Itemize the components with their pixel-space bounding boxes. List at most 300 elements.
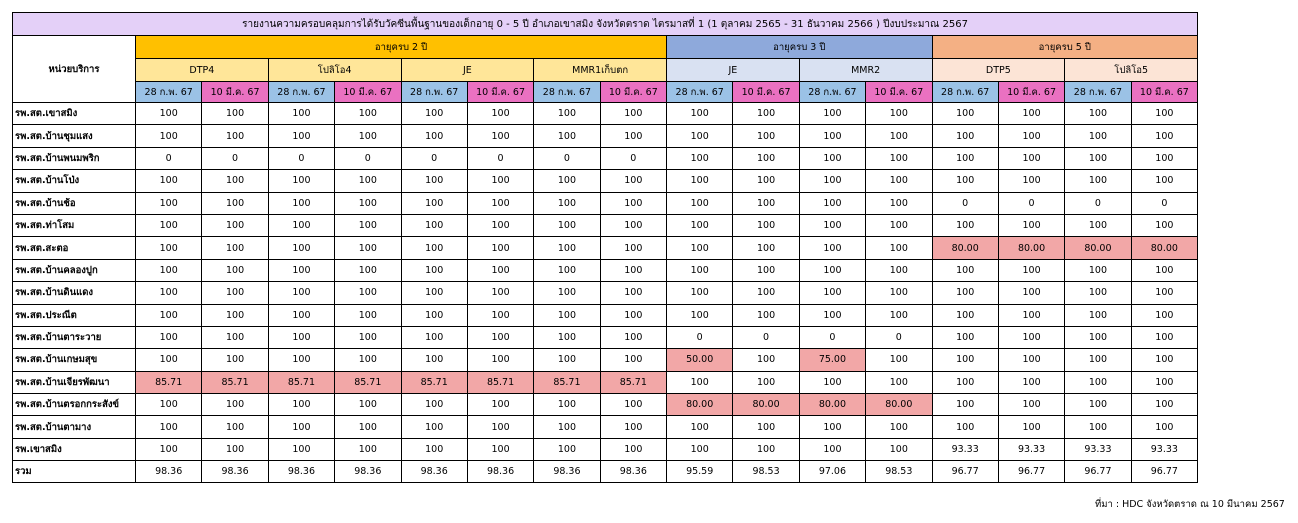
vaccine-polio4: โปลิโอ4 [268,59,401,82]
date-header-mar10: 10 มี.ค. 67 [733,82,799,103]
coverage-cell: 100 [467,259,533,281]
coverage-cell: 100 [932,326,998,348]
coverage-cell: 100 [136,259,202,281]
coverage-cell: 85.71 [268,371,334,393]
coverage-cell: 50.00 [667,349,733,371]
coverage-cell: 0 [467,147,533,169]
coverage-cell: 100 [1131,349,1197,371]
coverage-cell: 100 [866,147,932,169]
coverage-cell: 100 [1131,304,1197,326]
coverage-cell: 100 [401,438,467,460]
coverage-cell: 100 [335,282,401,304]
coverage-cell: 100 [401,237,467,259]
coverage-cell: 100 [1065,214,1131,236]
coverage-cell: 100 [866,282,932,304]
coverage-cell: 0 [1065,192,1131,214]
coverage-cell: 100 [534,326,600,348]
coverage-cell: 100 [534,192,600,214]
date-header-mar10: 10 มี.ค. 67 [467,82,533,103]
coverage-cell: 100 [335,394,401,416]
coverage-cell: 100 [1065,394,1131,416]
coverage-cell: 80.00 [866,394,932,416]
coverage-cell: 100 [335,214,401,236]
coverage-cell: 100 [1065,259,1131,281]
coverage-cell: 100 [401,259,467,281]
coverage-cell: 100 [1131,103,1197,125]
coverage-cell: 100 [667,192,733,214]
coverage-cell: 100 [1065,282,1131,304]
coverage-cell: 0 [335,147,401,169]
coverage-cell: 100 [998,394,1064,416]
coverage-cell: 100 [136,237,202,259]
total-cell: 96.77 [1065,461,1131,483]
coverage-cell: 100 [202,394,268,416]
coverage-cell: 100 [799,192,865,214]
coverage-cell: 100 [866,371,932,393]
coverage-cell: 0 [799,326,865,348]
coverage-cell: 85.71 [202,371,268,393]
coverage-cell: 100 [799,237,865,259]
coverage-cell: 100 [534,103,600,125]
coverage-cell: 0 [932,192,998,214]
coverage-cell: 100 [534,349,600,371]
coverage-cell: 100 [268,214,334,236]
coverage-cell: 100 [467,192,533,214]
coverage-cell: 100 [1065,170,1131,192]
table-row [13,394,1198,416]
coverage-cell: 80.00 [932,237,998,259]
coverage-cell: 100 [932,371,998,393]
report-title: รายงานความครอบคลุมการได้รับวัคซีนพื้นฐานของเด็กอายุ 0 - 5 ปี อำเภอเขาสมิง จังหวัดตราด ไตรมาสที่ 1 (1 ตุลาคม 2565 - 31 ธันวาคม 2566 ) ปีงบประมาณ 2567 [13,13,1198,36]
coverage-cell: 93.33 [1065,438,1131,460]
coverage-cell: 100 [932,349,998,371]
coverage-cell: 100 [136,282,202,304]
total-cell: 98.53 [866,461,932,483]
coverage-cell: 100 [998,214,1064,236]
table-row [13,326,1198,348]
table-row [13,147,1198,169]
coverage-cell: 0 [600,147,666,169]
coverage-cell: 100 [600,416,666,438]
coverage-cell: 100 [667,237,733,259]
coverage-cell: 100 [467,170,533,192]
total-cell: 96.77 [998,461,1064,483]
coverage-cell: 100 [600,170,666,192]
coverage-cell: 100 [136,170,202,192]
coverage-cell: 100 [202,349,268,371]
coverage-cell: 100 [799,214,865,236]
coverage-cell: 80.00 [1131,237,1197,259]
coverage-cell: 100 [600,349,666,371]
coverage-cell: 100 [733,259,799,281]
coverage-cell: 100 [799,304,865,326]
coverage-cell: 100 [733,371,799,393]
coverage-cell: 100 [667,438,733,460]
total-cell: 98.36 [401,461,467,483]
coverage-cell: 100 [401,394,467,416]
table-row [13,103,1198,125]
coverage-cell: 100 [136,394,202,416]
coverage-cell: 100 [667,103,733,125]
date-header-feb28: 28 ก.พ. 67 [268,82,334,103]
coverage-cell: 100 [733,237,799,259]
total-cell: 97.06 [799,461,865,483]
coverage-cell: 100 [534,259,600,281]
coverage-cell: 100 [733,214,799,236]
vaccine-mmr1: MMR1เก็บตก [534,59,667,82]
coverage-cell: 100 [733,349,799,371]
date-header-mar10: 10 มี.ค. 67 [202,82,268,103]
coverage-cell: 100 [335,438,401,460]
coverage-cell: 100 [998,349,1064,371]
vaccine-je-3y: JE [667,59,800,82]
unit-name: รพ.สต.บ้านชุมแสง [13,125,136,147]
source-note: ที่มา : HDC จังหวัดตราด ณ 10 มีนาคม 2567 [1095,499,1285,510]
total-cell: 98.36 [335,461,401,483]
coverage-cell: 100 [335,103,401,125]
total-cell: 98.36 [202,461,268,483]
coverage-cell: 100 [1131,214,1197,236]
coverage-cell: 100 [335,304,401,326]
coverage-cell: 100 [667,416,733,438]
coverage-cell: 100 [1131,282,1197,304]
coverage-cell: 100 [136,326,202,348]
coverage-cell: 80.00 [799,394,865,416]
coverage-cell: 100 [600,214,666,236]
coverage-cell: 100 [136,103,202,125]
unit-name: รพ.เขาสมิง [13,438,136,460]
coverage-cell: 100 [534,214,600,236]
coverage-cell: 100 [799,282,865,304]
date-header-feb28: 28 ก.พ. 67 [136,82,202,103]
coverage-cell: 100 [335,170,401,192]
coverage-cell: 100 [401,282,467,304]
coverage-cell: 100 [467,416,533,438]
vaccine-dtp5: DTP5 [932,59,1065,82]
coverage-cell: 100 [1065,371,1131,393]
coverage-cell: 100 [733,282,799,304]
coverage-cell: 100 [534,282,600,304]
coverage-cell: 100 [667,125,733,147]
coverage-cell: 100 [534,438,600,460]
coverage-cell: 100 [932,170,998,192]
coverage-cell: 100 [268,394,334,416]
total-cell: 96.77 [932,461,998,483]
coverage-cell: 100 [799,259,865,281]
coverage-cell: 100 [136,214,202,236]
coverage-cell: 100 [401,192,467,214]
coverage-cell: 100 [335,259,401,281]
coverage-cell: 100 [335,416,401,438]
coverage-cell: 100 [733,416,799,438]
table-row [13,438,1198,460]
coverage-cell: 100 [401,125,467,147]
coverage-cell: 100 [136,438,202,460]
table-row [13,282,1198,304]
date-header-mar10: 10 มี.ค. 67 [335,82,401,103]
coverage-cell: 100 [202,237,268,259]
coverage-cell: 80.00 [733,394,799,416]
coverage-cell: 100 [600,394,666,416]
age-group-3y: อายุครบ 3 ปี [667,36,933,59]
coverage-cell: 85.71 [467,371,533,393]
coverage-cell: 100 [268,259,334,281]
coverage-cell: 100 [998,259,1064,281]
unit-name: รพ.สต.บ้านช้อ [13,192,136,214]
coverage-cell: 100 [401,304,467,326]
coverage-cell: 100 [998,326,1064,348]
coverage-cell: 100 [534,125,600,147]
coverage-cell: 100 [932,103,998,125]
date-header-mar10: 10 มี.ค. 67 [600,82,666,103]
coverage-cell: 100 [998,371,1064,393]
coverage-cell: 85.71 [136,371,202,393]
total-cell: 98.36 [467,461,533,483]
coverage-cell: 100 [467,304,533,326]
coverage-cell: 100 [932,147,998,169]
coverage-cell: 93.33 [1131,438,1197,460]
date-header-feb28: 28 ก.พ. 67 [932,82,998,103]
coverage-cell: 100 [268,438,334,460]
coverage-cell: 80.00 [667,394,733,416]
unit-name: รพ.สต.บ้านตรอกกระสังข์ [13,394,136,416]
coverage-cell: 100 [667,304,733,326]
coverage-cell: 100 [1065,103,1131,125]
coverage-cell: 100 [335,192,401,214]
coverage-cell: 0 [401,147,467,169]
coverage-cell: 100 [667,170,733,192]
coverage-cell: 100 [1065,147,1131,169]
date-header-feb28: 28 ก.พ. 67 [1065,82,1131,103]
coverage-cell: 0 [534,147,600,169]
unit-name: รพ.สต.บ้านตามาง [13,416,136,438]
coverage-cell: 0 [136,147,202,169]
date-header-mar10: 10 มี.ค. 67 [866,82,932,103]
coverage-cell: 100 [1131,170,1197,192]
coverage-cell: 100 [202,192,268,214]
coverage-cell: 100 [733,170,799,192]
coverage-cell: 100 [799,438,865,460]
coverage-cell: 100 [335,125,401,147]
coverage-cell: 80.00 [998,237,1064,259]
table-row [13,371,1198,393]
coverage-cell: 100 [202,214,268,236]
coverage-cell: 100 [667,282,733,304]
coverage-cell: 100 [202,259,268,281]
coverage-cell: 100 [401,326,467,348]
total-cell: 96.77 [1131,461,1197,483]
coverage-cell: 100 [932,394,998,416]
coverage-cell: 100 [534,394,600,416]
coverage-cell: 100 [534,237,600,259]
coverage-cell: 100 [202,103,268,125]
coverage-cell: 100 [401,349,467,371]
coverage-cell: 100 [1065,125,1131,147]
coverage-cell: 100 [401,103,467,125]
coverage-cell: 100 [401,170,467,192]
coverage-cell: 100 [534,170,600,192]
coverage-cell: 100 [1131,326,1197,348]
coverage-cell: 100 [667,259,733,281]
date-header-feb28: 28 ก.พ. 67 [667,82,733,103]
coverage-cell: 100 [932,214,998,236]
coverage-cell: 0 [268,147,334,169]
coverage-cell: 100 [202,438,268,460]
coverage-cell: 100 [733,125,799,147]
coverage-cell: 100 [268,125,334,147]
unit-header: หน่วยบริการ [13,36,136,103]
table-row [13,125,1198,147]
coverage-cell: 100 [467,349,533,371]
coverage-cell: 100 [733,304,799,326]
coverage-cell: 100 [202,326,268,348]
coverage-cell: 100 [998,125,1064,147]
coverage-cell: 100 [268,192,334,214]
coverage-cell: 100 [1131,371,1197,393]
age-group-5y: อายุครบ 5 ปี [932,36,1198,59]
coverage-cell: 100 [932,259,998,281]
coverage-cell: 100 [600,326,666,348]
unit-name: รพ.สต.ประณีต [13,304,136,326]
coverage-cell: 100 [733,103,799,125]
coverage-cell: 100 [1131,259,1197,281]
coverage-cell: 100 [467,282,533,304]
coverage-cell: 100 [136,304,202,326]
coverage-cell: 75.00 [799,349,865,371]
coverage-cell: 100 [335,237,401,259]
coverage-cell: 100 [998,103,1064,125]
unit-name: รพ.สต.บ้านตาระวาย [13,326,136,348]
coverage-cell: 100 [932,125,998,147]
coverage-cell: 100 [799,147,865,169]
coverage-cell: 100 [799,371,865,393]
coverage-cell: 100 [1065,349,1131,371]
coverage-cell: 100 [600,259,666,281]
coverage-cell: 100 [268,416,334,438]
total-label: รวม [13,461,136,483]
coverage-cell: 93.33 [998,438,1064,460]
date-header-feb28: 28 ก.พ. 67 [534,82,600,103]
total-cell: 95.59 [667,461,733,483]
coverage-cell: 100 [600,103,666,125]
coverage-cell: 100 [136,416,202,438]
coverage-cell: 100 [667,371,733,393]
coverage-cell: 100 [401,416,467,438]
coverage-cell: 100 [998,304,1064,326]
unit-name: รพ.สต.สะตอ [13,237,136,259]
coverage-cell: 100 [998,147,1064,169]
coverage-cell: 80.00 [1065,237,1131,259]
total-cell: 98.36 [534,461,600,483]
coverage-cell: 100 [1131,416,1197,438]
unit-name: รพ.สต.บ้านคลองปูก [13,259,136,281]
coverage-cell: 100 [268,304,334,326]
coverage-cell: 100 [467,438,533,460]
coverage-cell: 100 [600,192,666,214]
coverage-cell: 100 [866,349,932,371]
total-cell: 98.36 [136,461,202,483]
coverage-cell: 100 [799,103,865,125]
coverage-cell: 100 [1065,326,1131,348]
total-row [13,461,1198,483]
unit-name: รพ.สต.บ้านพนมพริก [13,147,136,169]
coverage-cell: 0 [998,192,1064,214]
coverage-cell: 100 [932,304,998,326]
coverage-cell: 100 [600,438,666,460]
coverage-cell: 100 [202,282,268,304]
vaccine-je-2y: JE [401,59,534,82]
coverage-cell: 100 [600,282,666,304]
coverage-cell: 100 [202,416,268,438]
table-row [13,259,1198,281]
coverage-cell: 100 [534,304,600,326]
coverage-cell: 100 [136,349,202,371]
coverage-cell: 100 [998,170,1064,192]
total-cell: 98.36 [600,461,666,483]
table-row [13,349,1198,371]
coverage-cell: 85.71 [335,371,401,393]
coverage-cell: 100 [866,192,932,214]
coverage-cell: 100 [335,326,401,348]
table-row [13,416,1198,438]
coverage-cell: 100 [401,214,467,236]
coverage-table [12,12,1198,483]
coverage-cell: 100 [733,147,799,169]
coverage-cell: 100 [1131,147,1197,169]
coverage-cell: 100 [136,125,202,147]
coverage-cell: 100 [866,438,932,460]
coverage-cell: 0 [667,326,733,348]
coverage-cell: 0 [733,326,799,348]
coverage-cell: 100 [1065,416,1131,438]
coverage-cell: 100 [600,237,666,259]
coverage-cell: 93.33 [932,438,998,460]
coverage-cell: 0 [866,326,932,348]
table-row [13,170,1198,192]
date-header-mar10: 10 มี.ค. 67 [998,82,1064,103]
coverage-cell: 100 [866,103,932,125]
coverage-cell: 100 [866,214,932,236]
coverage-cell: 85.71 [534,371,600,393]
coverage-cell: 100 [202,125,268,147]
coverage-cell: 100 [1065,304,1131,326]
coverage-cell: 100 [335,349,401,371]
coverage-cell: 100 [866,304,932,326]
coverage-cell: 100 [600,125,666,147]
coverage-cell: 100 [268,326,334,348]
coverage-cell: 100 [932,416,998,438]
total-cell: 98.36 [268,461,334,483]
coverage-cell: 100 [799,416,865,438]
date-header-feb28: 28 ก.พ. 67 [401,82,467,103]
date-header-feb28: 28 ก.พ. 67 [799,82,865,103]
coverage-cell: 100 [667,214,733,236]
coverage-cell: 100 [1131,125,1197,147]
coverage-cell: 100 [998,282,1064,304]
table-row [13,192,1198,214]
unit-name: รพ.สต.บ้านโป่ง [13,170,136,192]
coverage-cell: 100 [1131,394,1197,416]
coverage-cell: 100 [467,394,533,416]
coverage-cell: 100 [268,349,334,371]
coverage-cell: 100 [268,170,334,192]
unit-name: รพ.สต.เขาสมิง [13,103,136,125]
total-cell: 98.53 [733,461,799,483]
vaccine-polio5: โปลิโอ5 [1065,59,1198,82]
vaccine-mmr2: MMR2 [799,59,932,82]
coverage-cell: 0 [1131,192,1197,214]
coverage-cell: 100 [202,170,268,192]
